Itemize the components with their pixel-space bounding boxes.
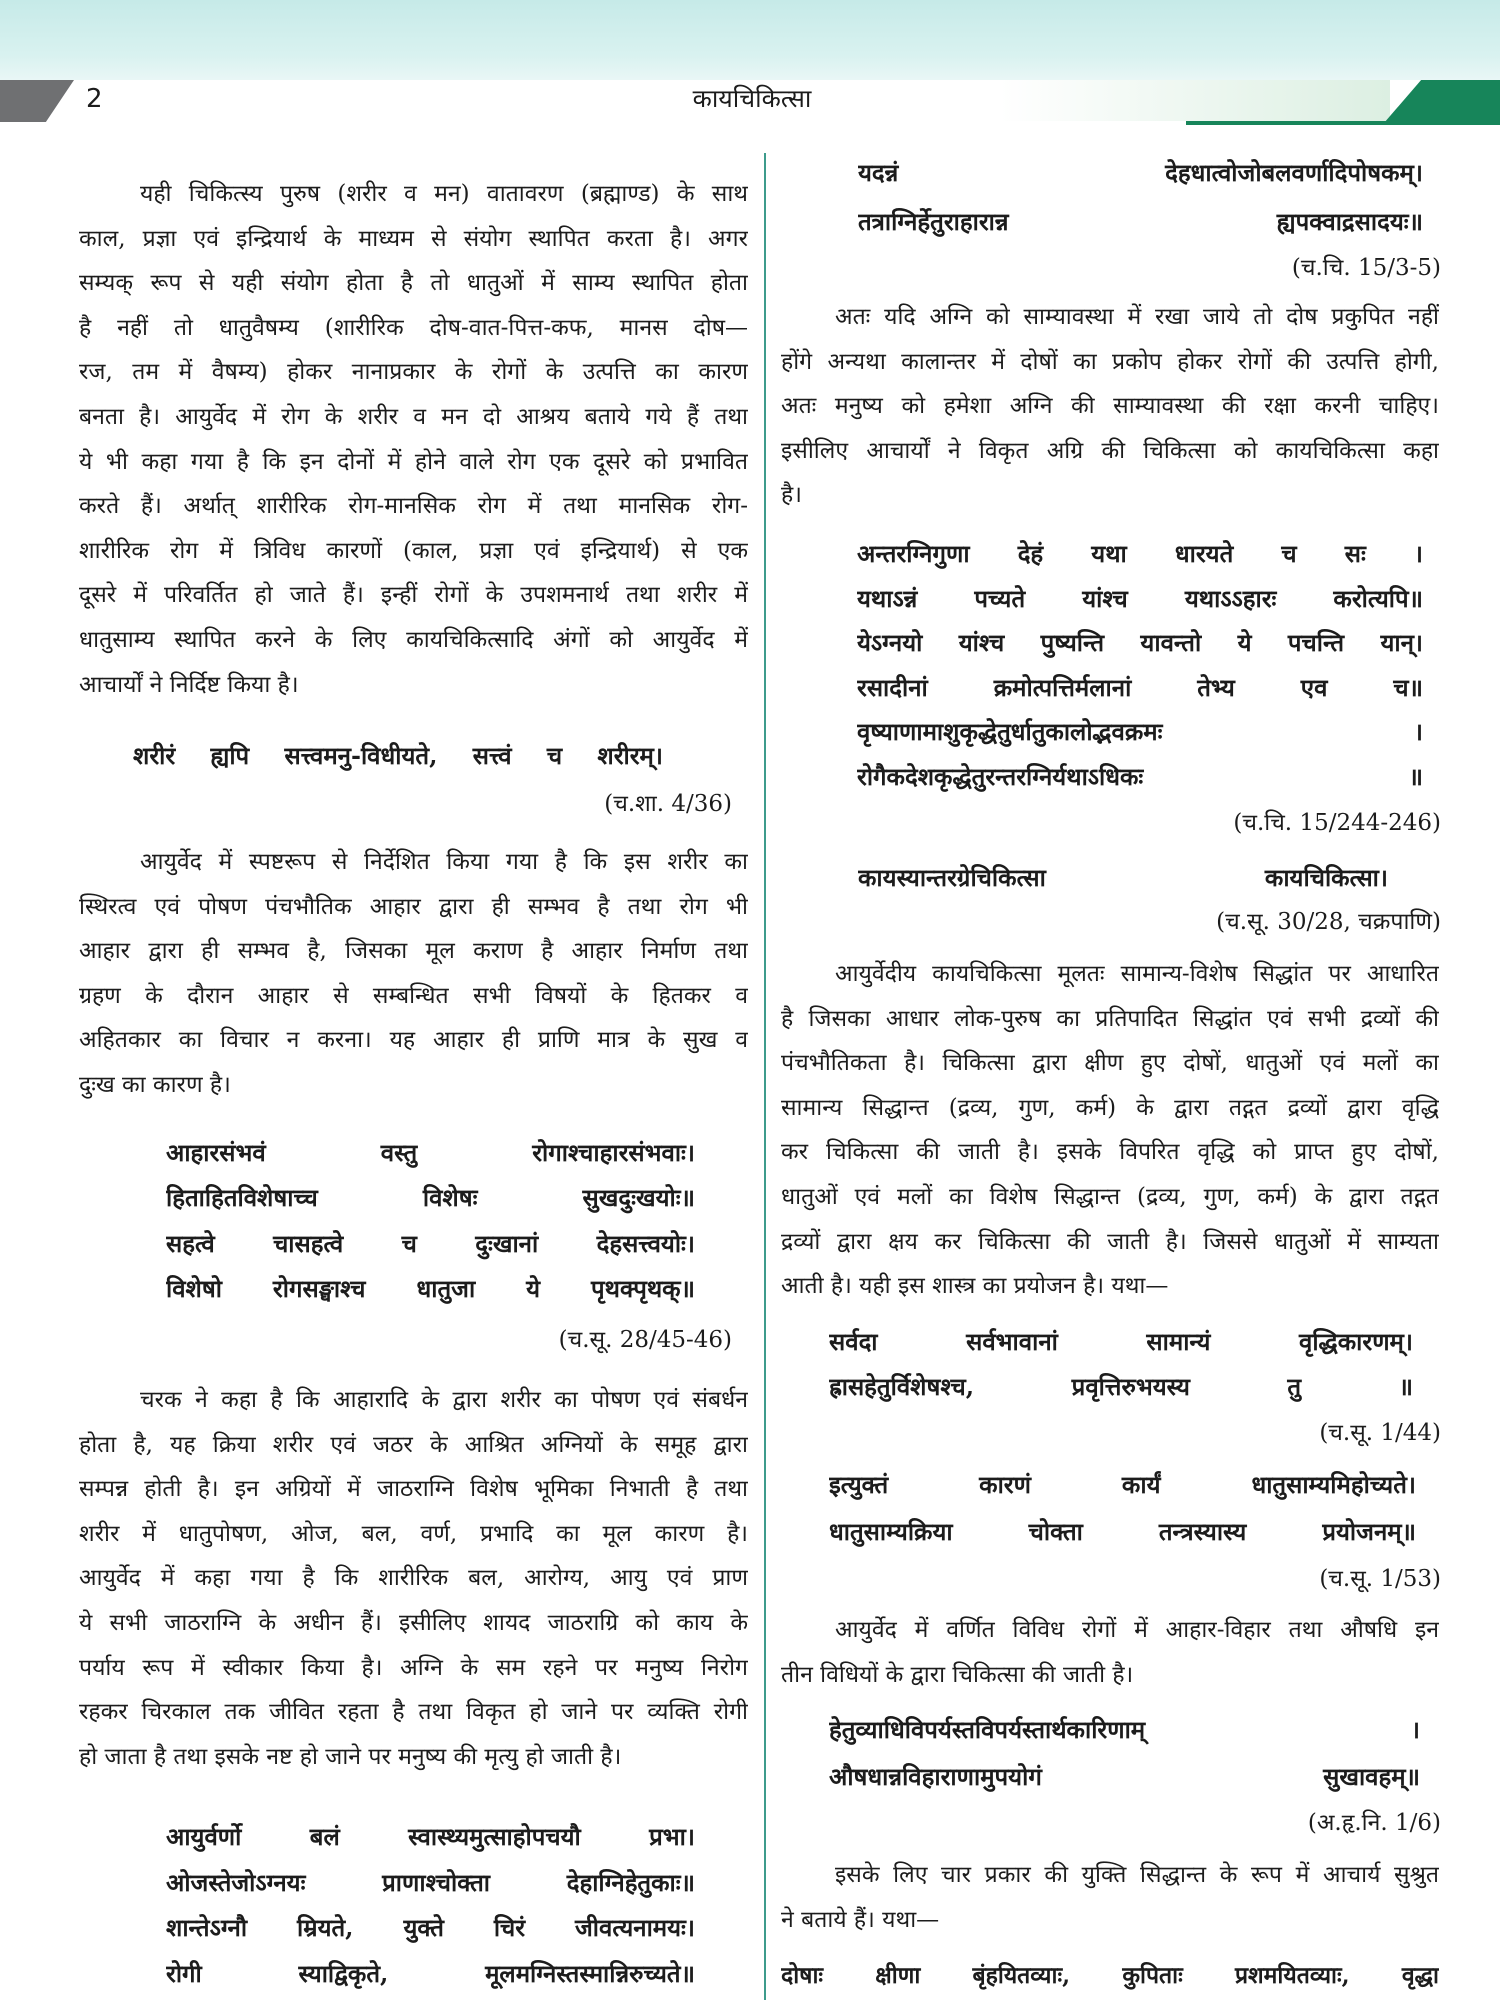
citation: (च.सू. 30/28, चक्रपाणि): [1216, 909, 1441, 935]
paragraph-line: सामान्य सिद्धान्त (द्रव्य, गुण, कर्म) के द्वारा तद्गत द्रव्यों द्वारा वृद्धि: [781, 1094, 1439, 1121]
paragraph-line: बनता है। आयुर्वेद में रोग के शरीर व मन दो आश्रय बताये गये हैं तथा: [79, 403, 748, 430]
citation: (च.शा. 4/36): [604, 791, 732, 817]
paragraph-line: आयुर्वेदीय कायचिकित्सा मूलतः सामान्य-विशेष सिद्धांत पर आधारित: [835, 961, 1439, 987]
paragraph-line: शरीर में धातुपोषण, ओज, बल, वर्ण, प्रभादि का मूल कारण है।: [79, 1520, 748, 1547]
header-band: [0, 0, 1500, 80]
paragraph-line: होंगे अन्यथा कालान्तर में दोषों का प्रकोप होकर रोगों की उत्पत्ति होगी,: [781, 348, 1439, 375]
paragraph-line: ये सभी जाठराग्नि के अधीन हैं। इसीलिए शायद जाठराग्रि को काय के: [79, 1609, 748, 1636]
paragraph: [781, 1853, 1439, 1942]
verse-line: आयुर्वर्णो बलं स्वास्थ्यमुत्साहोपचयौ प्रभा।: [166, 1822, 695, 1851]
verse: [781, 1954, 1439, 1998]
verse: [829, 1319, 1413, 1410]
citation: (च.चि. 15/244-246): [1233, 810, 1441, 836]
paragraph-line: कर चिकित्सा की जाती है। इसके विपरित वृद्धि को प्राप्त हुए दोषों,: [781, 1139, 1439, 1166]
paragraph-line: स्थिरत्व एवं पोषण पंचभौतिक आहार द्वारा ही सम्भव है तथा रोग भी: [79, 893, 748, 920]
paragraph-line: रहकर चिरकाल तक जीवित रहता है तथा विकृत हो जाने पर व्यक्ति रोगी: [79, 1699, 748, 1726]
paragraph-line: अतः यदि अग्नि को साम्यावस्था में रखा जाये तो दोष प्रकुपित नहीं: [835, 304, 1439, 330]
verse: [829, 1462, 1416, 1555]
paragraph-line: ने बताये हैं। यथा—: [781, 1906, 940, 1933]
paragraph-line: अतः मनुष्य को हमेशा अग्नि की साम्यावस्था की रक्षा करनी चाहिए।: [781, 393, 1439, 420]
header-grey-tab: [0, 80, 74, 122]
paragraph-line: दुःख का कारण है।: [79, 1071, 231, 1098]
header-green-tab: [1384, 80, 1500, 123]
citation: (च.सू. 28/45-46): [558, 1327, 732, 1353]
paragraph-line: ये भी कहा गया है कि इन दोनों में होने वाले रोग एक दूसरे को प्रभावित: [79, 448, 748, 475]
verse-line: धातुसाम्यक्रिया चोक्ता तन्त्रस्यास्य प्रयोजनम्॥: [829, 1516, 1416, 1546]
citation: (च.सू. 1/44): [1319, 1420, 1441, 1446]
paragraph-line: रज, तम में वैषम्य) होकर नानाप्रकार के रोगों के उत्पत्ति का कारण: [79, 359, 748, 386]
paragraph-line: यही चिकित्स्य पुरुष (शरीर व मन) वातावरण (ब्रह्माण्ड) के साथ: [140, 181, 748, 207]
verse-line: ह्रासहेतुर्विशेषश्च, प्रवृत्तिरुभयस्य तु ॥: [829, 1372, 1413, 1402]
page-number: 2: [86, 84, 103, 114]
verse-line: विशेषो रोगसङ्घाश्च धातुजा ये पृथक्पृथक्॥: [166, 1273, 695, 1303]
verse: [166, 1130, 695, 1311]
verse-line: ओजस्तेजोऽग्नयः प्राणाश्चोक्ता देहाग्निहेतुकाः॥: [166, 1867, 695, 1897]
paragraph-line: पर्याय रूप में स्वीकार किया है। अग्नि के सम रहने पर मनुष्य निरोग: [79, 1654, 748, 1681]
verse-line: रोगैकदेशकृद्धेतुरन्तरग्निर्यथाऽधिकः ॥: [857, 761, 1423, 791]
paragraph: [79, 840, 748, 1108]
verse: [166, 1814, 695, 1997]
verse-line: हिताहितविशेषाच्च विशेषः सुखदुःखयोः॥: [166, 1183, 695, 1213]
verse: [857, 532, 1423, 800]
verse-line: वृष्याणामाशुकृद्धेतुर्धातुकालोद्भवक्रमः ।: [857, 717, 1423, 747]
verse-line: शान्तेऽग्नौ म्रियते, युक्ते चिरं जीवत्यनामयः।: [166, 1913, 695, 1943]
paragraph-line: हो जाता है तथा इसके नष्ट हो जाने पर मनुष्य की मृत्यु हो जाती है।: [79, 1743, 622, 1770]
verse-line: यथाऽन्नं पच्यते यांश्च यथाऽऽहारः करोत्यपि॥: [857, 583, 1423, 613]
paragraph-line: करते हैं। अर्थात् शारीरिक रोग-मानसिक रोग में तथा मानसिक रोग-: [79, 493, 748, 520]
verse-line: अन्तरग्निगुणा देहं यथा धारयते च सः ।: [857, 539, 1423, 568]
paragraph-line: आती है। यही इस शास्त्र का प्रयोजन है। यथा—: [781, 1273, 1169, 1300]
header-green-fade: [1000, 80, 1390, 121]
paragraph-line: आयुर्वेद में वर्णित विविध रोगों में आहार-विहार तथा औषधि इन: [835, 1617, 1439, 1643]
verse-line: दोषाः क्षीणा बृंहयितव्याः, कुपिताः प्रशमयितव्याः, वृद्धा: [781, 1962, 1439, 1989]
citation: (च.चि. 15/3-5): [1291, 255, 1441, 281]
paragraph-line: आहार द्वारा ही सम्भव है, जिसका मूल कराण है आहार निर्माण तथा: [79, 938, 748, 965]
verse-line: तत्राग्निर्हेतुराहारान्न ह्यपक्वाद्रसादयः॥: [858, 207, 1423, 237]
verse-line: औषधान्नविहाराणामुपयोगं सुखावहम्॥: [829, 1761, 1420, 1791]
verse-line: इत्युक्तं कारणं कार्यं धातुसाम्यमिहोच्यते।: [829, 1470, 1416, 1499]
paragraph: [79, 172, 748, 707]
running-title: कायचिकित्सा: [692, 84, 812, 113]
paragraph-line: होता है, यह क्रिया शरीर एवं जठर के आश्रित अग्नियों के समूह द्वारा: [79, 1431, 748, 1458]
paragraph-line: पंचभौतिकता है। चिकित्सा द्वारा क्षीण हुए दोषों, धातुओं एवं मलों का: [781, 1050, 1439, 1077]
paragraph-line: काल, प्रज्ञा एवं इन्द्रियार्थ के माध्यम से संयोग स्थापित करता है। अगर: [79, 225, 748, 252]
verse: [858, 856, 1388, 901]
paragraph: [781, 952, 1439, 1309]
paragraph-line: इसीलिए आचार्यों ने विकृत अग्रि की चिकित्सा को कायचिकित्सा कहा: [781, 437, 1439, 464]
verse: [858, 148, 1423, 246]
paragraph-line: ग्रहण के दौरान आहार से सम्बन्धित सभी विषयों के हितकर व: [79, 982, 748, 1009]
paragraph-line: सम्पन्न होती है। इन अग्रियों में जाठराग्नि विशेष भूमिका निभाती है तथा: [79, 1476, 748, 1503]
paragraph-line: अहितकार का विचार न करना। यह आहार ही प्राणि मात्र के सुख व: [79, 1027, 748, 1054]
paragraph-line: चरक ने कहा है कि आहारादि के द्वारा शरीर का पोषण एवं संबर्धन: [140, 1387, 748, 1413]
paragraph-line: दूसरे में परिवर्तित हो जाते हैं। इन्हीं रोगों के उपशमनार्थ तथा शरीर में: [79, 582, 748, 609]
paragraph: [781, 1608, 1439, 1697]
verse-line: आहारसंभवं वस्तु रोगाश्चाहारसंभवाः।: [166, 1138, 695, 1167]
paragraph-line: है जिसका आधार लोक-पुरुष का प्रतिपादित सिद्धांत एवं सभी द्रव्यों की: [781, 1005, 1439, 1032]
paragraph-line: आचार्यों ने निर्दिष्ट किया है।: [79, 671, 299, 698]
paragraph: [79, 1378, 748, 1779]
paragraph-line: आयुर्वेद में कहा गया है कि शारीरिक बल, आरोग्य, आयु एवं प्राण: [79, 1565, 748, 1592]
verse-line: रसादीनां क्रमोत्पत्तिर्मलानां तेभ्य एव च॥: [857, 672, 1423, 702]
paragraph-line: तीन विधियों के द्वारा चिकित्सा की जाती है।: [781, 1661, 1134, 1688]
verse-line: शरीरं ह्यपि सत्त्वमनु-विधीयते, सत्त्वं च शरीरम्।: [133, 741, 663, 770]
header-rule: [1186, 121, 1500, 125]
citation: (अ.हृ.नि. 1/6): [1307, 1810, 1441, 1836]
verse: [829, 1707, 1420, 1800]
citation: (च.सू. 1/53): [1319, 1566, 1441, 1592]
paragraph-line: है।: [781, 482, 802, 509]
paragraph-line: इसके लिए चार प्रकार की युक्ति सिद्धान्त के रूप में आचार्य सुश्रुत: [835, 1862, 1439, 1888]
column-divider: [764, 153, 766, 2000]
paragraph-line: आयुर्वेद में स्पष्टरूप से निर्देशित किया गया है कि इस शरीर का: [140, 849, 748, 875]
verse: [133, 734, 663, 779]
paragraph-line: धातुओं एवं मलों का विशेष सिद्धान्त (द्रव्य, गुण, कर्म) के द्वारा तद्गत: [781, 1183, 1439, 1210]
paragraph-line: द्रव्यों द्वारा क्षय कर चिकित्सा की जाती है। जिससे धातुओं में साम्यता: [781, 1228, 1439, 1255]
verse-line: यदन्नं देहधात्वोजोबलवर्णादिपोषकम्।: [858, 158, 1423, 187]
verse-line: सहत्वे चासहत्वे च दुःखानां देहसत्त्वयोः।: [166, 1228, 695, 1258]
verse-line: येऽग्नयो यांश्च पुष्यन्ति यावन्तो ये पचन्ति यान्।: [857, 628, 1423, 658]
paragraph-line: शारीरिक रोग में त्रिविध कारणों (काल, प्रज्ञा एवं इन्द्रियार्थ) से एक: [79, 537, 748, 564]
paragraph: [781, 295, 1439, 518]
verse-line: रोगी स्याद्विकृते, मूलमग्निस्तस्मान्निरुच्यते॥: [166, 1959, 695, 1989]
paragraph-line: सम्यक् रूप से यही संयोग होता है तो धातुओं में साम्य स्थापित होता: [79, 270, 748, 297]
verse-line: हेतुव्याधिविपर्यस्तविपर्यस्तार्थकारिणाम् ।: [829, 1715, 1420, 1744]
paragraph-line: धातुसाम्य स्थापित करने के लिए कायचिकित्सादि अंगों को आयुर्वेद में: [79, 626, 748, 653]
paragraph-line: है नहीं तो धातुवैषम्य (शारीरिक दोष-वात-पित्त-कफ, मानस दोष—: [79, 314, 748, 341]
verse-line: सर्वदा सर्वभावानां सामान्यं वृद्धिकारणम्।: [829, 1327, 1413, 1356]
verse-line: कायस्यान्तरग्रेचिकित्सा कायचिकित्सा।: [858, 863, 1388, 892]
